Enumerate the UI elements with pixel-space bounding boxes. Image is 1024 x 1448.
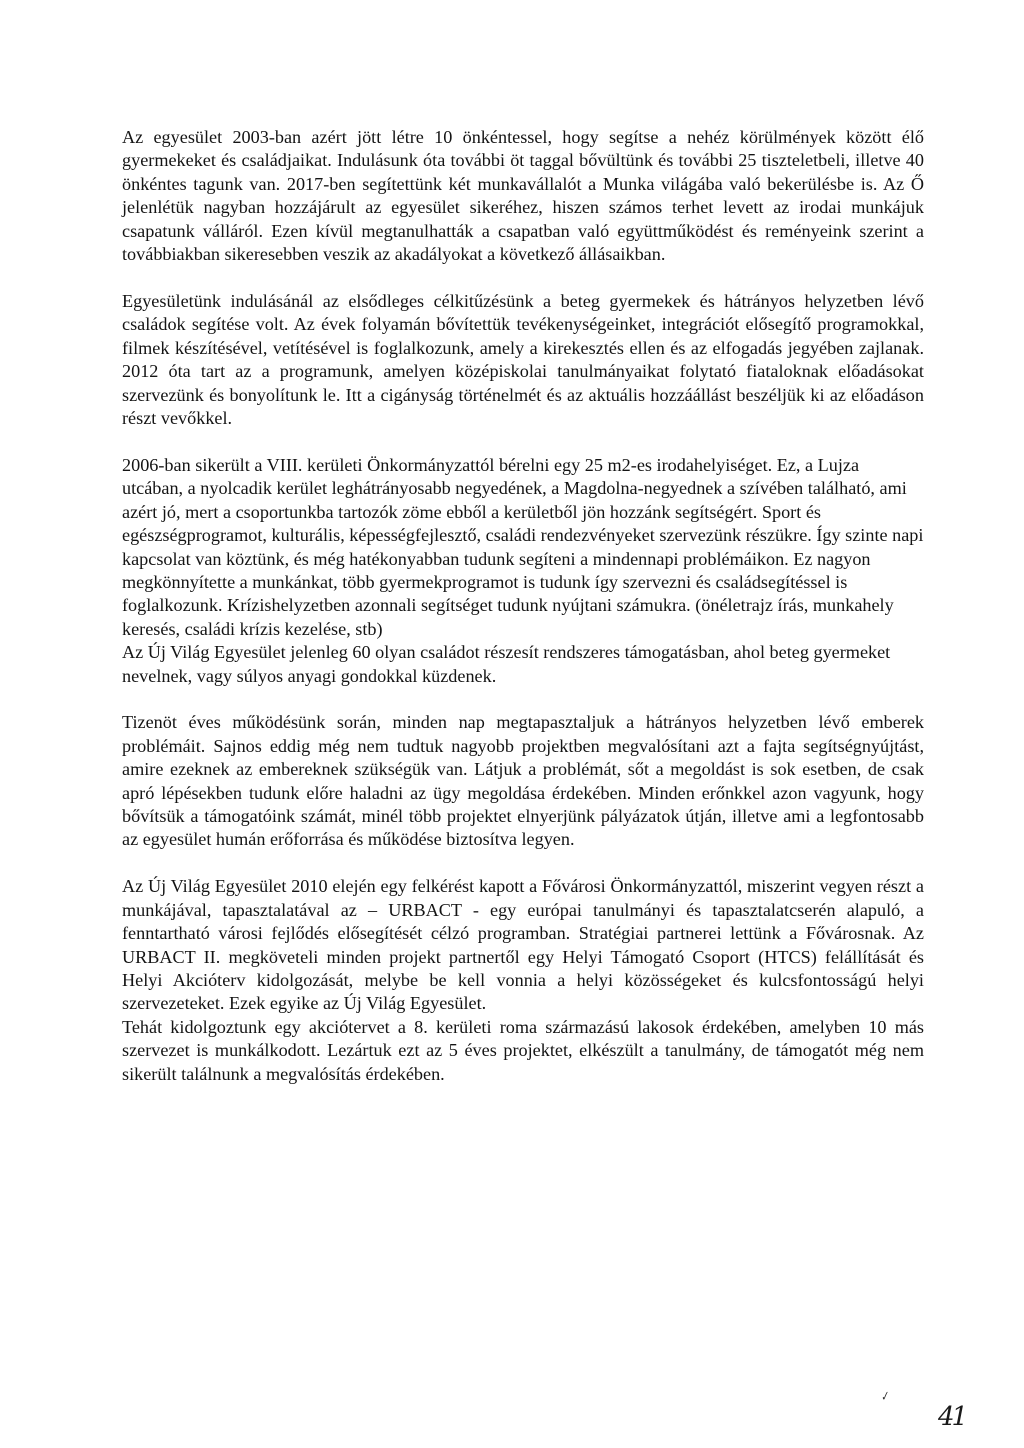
paragraph-action-plan: Tehát kidolgoztunk egy akciótervet a 8. kerületi roma származású lakosok érdekében, amelyben 10 más szervezet is munkálkodott. Lezártuk ezt az 5 éves projektet, elkészült a tanulmány, de támogatót még nem sikerült találnunk a megvalósítás érdekében. [122,1016,924,1084]
paragraph-families-support: Az Új Világ Egyesület jelenleg 60 olyan családot részesít rendszeres támogatásban, ahol beteg gyermeket nevelnek, vagy súlyos anyagi gondokkal küzdenek. [122,642,891,686]
paragraph-office: 2006-ban sikerült a VIII. kerületi Önkormányzattól bérelni egy 25 m2-es irodahelyiséget. Ez, a Lujza utcában, a nyolcadik kerület leghátrányosabb negyedének, a Magdolna-negyednek a szívében található, ami azért jó, mert a csoportunkba tartozók zöme ebből a kerületből jön hozzánk segítségért. Sport és egészségprogramot, kulturális, képességfejlesztő, családi rendezvényeket szervezünk részükre. Így szinte napi kapcsolat van köztünk, és még hatékonyabban tudunk segíteni a mindennapi problémáikon. Ez nagyon megkönnyítette a munkánkat, több gyermekprogramot is tudunk így szervezni és családsegítéssel is foglalkozunk. Krízishelyzetben azonnali segítséget tudunk nyújtani számukra. (önéletrajz írás, munkahely keresés, családi krízis kezelése, stb) [122,454,924,639]
paragraph-urbact: Az Új Világ Egyesület 2010 elején egy felkérést kapott a Fővárosi Önkormányzattól, miszerint vegyen részt a munkájával, tapasztalatával az – URBACT - egy európai tanulmányi és tapasztalatcserén alapuló, a fenntartható városi fejlődés elősegítését célzó programban. Stratégiai partnerei lettünk a Fővárosnak. Az URBACT II. megköveteli minden projekt partnertől egy Helyi Támogató Csoport (HTCS) felállítását és Helyi Akcióterv kidolgozását, melybe be kell vonnia a helyi közösségeket és kulcsfontosságú helyi szervezeteket. Ezek egyike az Új Világ Egyesület. [122,876,924,1014]
document-body [122,126,924,1086]
paragraph-founding: Az egyesület 2003-ban azért jött létre 10 önkéntessel, hogy segítse a nehéz körülmények között élő gyermekeket és családjaikat. Indulásunk óta további öt taggal bővültünk és további 25 tiszteletbeli, illetve 40 önkéntes tagunk van. 2017-ben segítettünk két munkavállalót a Munka világába való bekerülésbe is. Az Ő jelenlétük nagyban hozzájárult az egyesület sikeréhez, hiszen számos terhet levett az irodai munkájuk csapatunk válláról. Ezen kívül megtanulhatták a csapatban való együttműködést és reményeink szerint a továbbiakban sikeresebben veszik az akadályokat a következő állásaikban. [122,127,924,265]
handwritten-tick-mark: ✓ [878,1388,892,1405]
paragraph-experience: Tizenöt éves működésünk során, minden nap megtapasztaljuk a hátrányos helyzetben lévő emberek problémáit. Sajnos eddig még nem tudtuk nagyobb projektben megvalósítani azt a fajta segítségnyújtást, amire ezeknek az embereknek szükségük van. Látjuk a problémát, sőt a megoldást is sok esetben, de csak apró lépésekben tudunk előre haladni az ügy megoldása érdekében. Minden erőnkkel azon vagyunk, hogy bővítsük a támogatóink számát, minél több projektet elnyerjünk pályázatok útján, illetve ami a legfontosabb az egyesület humán erőforrása és működése biztosítva legyen. [122,712,924,850]
paragraph-goals: Egyesületünk indulásánál az elsődleges célkitűzésünk a beteg gyermekek és hátrányos helyzetben lévő családok segítése volt. Az évek folyamán bővítettük tevékenységeinket, integrációt elősegítő programokkal, filmek készítésével, vetítésével is foglalkozunk, amely a kirekesztés ellen és az elfogadás jegyében zajlanak. 2012 óta tart az a programunk, amelyen középiskolai tanulmányaikat folytató fiataloknak előadásokat szervezünk és bonyolítunk le. Itt a cigányság történelmét és az aktuális hozzáállást beszéljük ki az előadáson részt vevőkkel. [122,290,924,428]
handwritten-page-number: 41 [938,1402,966,1432]
